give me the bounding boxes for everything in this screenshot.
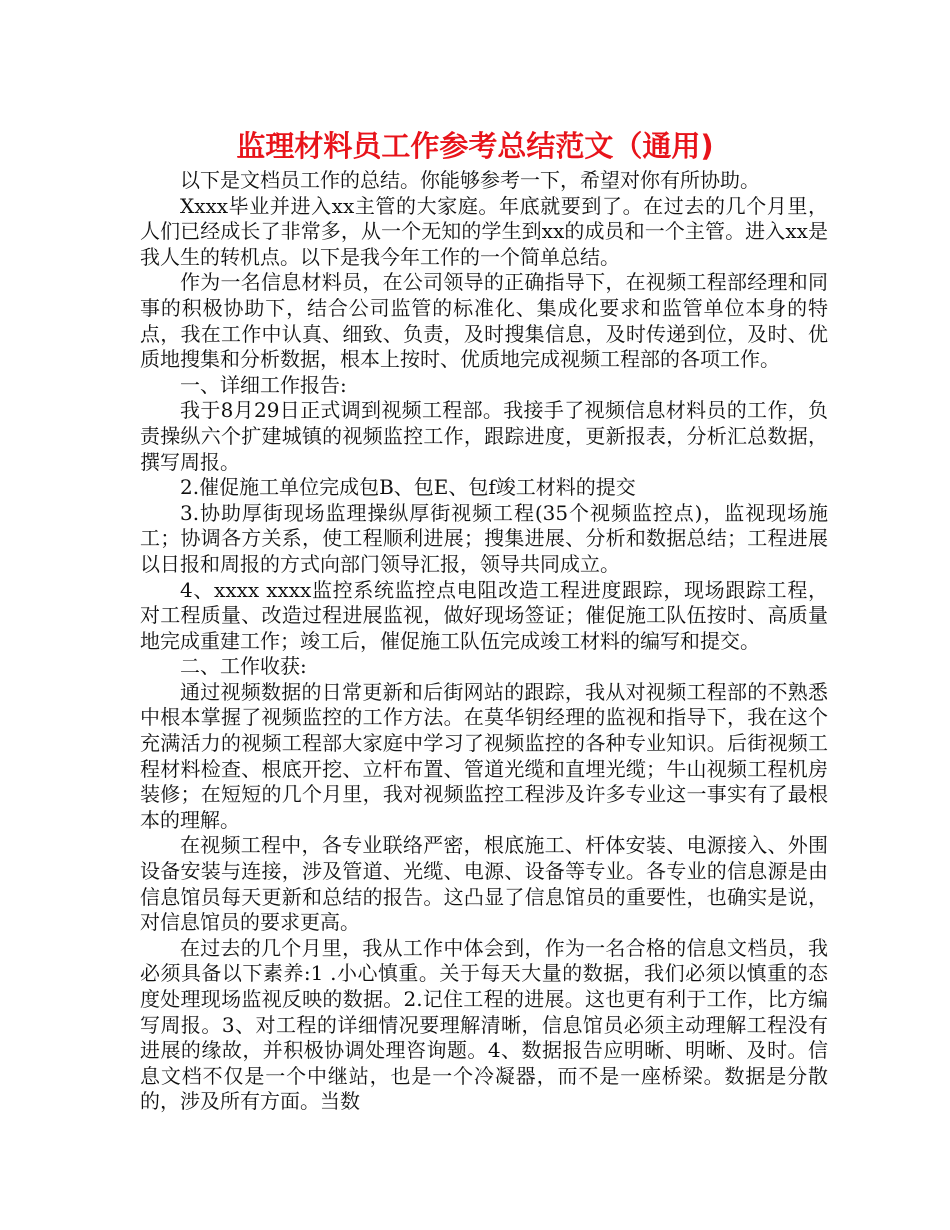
- paragraph: 3.协助厚街现场监理操纵厚街视频工程(35个视频监控点)，监视现场施工；协调各方关系，使工程顺利进展；搜集进展、分析和数据总结；工程进展以日报和周报的方式向部门领导汇报，领导共同成立。: [140, 500, 828, 576]
- paragraph: 作为一名信息材料员，在公司领导的正确指导下，在视频工程部经理和同事的积极协助下，结合公司监管的标准化、集成化要求和监管单位本身的特点，我在工作中认真、细致、负责，及时搜集信息，及时传递到位，及时、优质地搜集和分析数据，根本上按时、优质地完成视频工程部的各项工作。: [140, 270, 828, 372]
- paragraph: 2.催促施工单位完成包B、包E、包f竣工材料的提交: [180, 475, 636, 500]
- paragraph: 在过去的几个月里，我从工作中体会到，作为一名合格的信息文档员，我必须具备以下素养:1 .小心慎重。关于每天大量的数据，我们必须以慎重的态度处理现场监视反映的数据。2.记住工程的进展。这也更有利于工作，比方编写周报。3、对工程的详细情况要理解清晰，信息馆员必须主动理解工程没有进展的缘故，并积极协调处理咨询题。4、数据报告应明晰、明晰、及时。信息文档不仅是一个中继站，也是一个冷凝器，而不是一座桥梁。数据是分散的，涉及所有方面。当数: [140, 935, 828, 1114]
- paragraph: Xxxx毕业并进入xx主管的大家庭。年底就要到了。在过去的几个月里，人们已经成长了非常多，从一个无知的学生到xx的成员和一个主管。进入xx是我人生的转机点。以下是我今年工作的一个简单总结。: [140, 193, 828, 269]
- paragraph: 以下是文档员工作的总结。你能够参考一下，希望对你有所协助。: [180, 168, 760, 192]
- document-body: [140, 168, 828, 1115]
- section-heading: 二、工作收获:: [180, 654, 307, 679]
- paragraph: 通过视频数据的日常更新和后街网站的跟踪，我从对视频工程部的不熟悉中根本掌握了视频监控的工作方法。在莫华钥经理的监视和指导下，我在这个充满活力的视频工程部大家庭中学习了视频监控的各种专业知识。后街视频工程材料检查、根底开挖、立杆布置、管道光缆和直埋光缆；牛山视频工程机房装修；在短短的几个月里，我对视频监控工程涉及许多专业这一事实有了最根本的理解。: [140, 679, 828, 832]
- section-heading: 一、详细工作报告:: [180, 372, 347, 397]
- paragraph: 在视频工程中，各专业联络严密，根底施工、杆体安装、电源接入、外围设备安装与连接，涉及管道、光缆、电源、设备等专业。各专业的信息源是由信息馆员每天更新和总结的报告。这凸显了信息馆员的重要性，也确实是说，对信息馆员的要求更高。: [140, 833, 828, 935]
- paragraph: 4、xxxx xxxx监控系统监控点电阻改造工程进度跟踪，现场跟踪工程，对工程质量、改造过程进展监视，做好现场签证；催促施工队伍按时、高质量地完成重建工作；竣工后，催促施工队伍完成竣工材料的编写和提交。: [140, 577, 828, 653]
- document-title: 监理材料员工作参考总结范文（通用): [236, 129, 714, 163]
- paragraph: 我于8月29日正式调到视频工程部。我接手了视频信息材料员的工作，负责操纵六个扩建城镇的视频监控工作，跟踪进度，更新报表，分析汇总数据，撰写周报。: [140, 398, 828, 474]
